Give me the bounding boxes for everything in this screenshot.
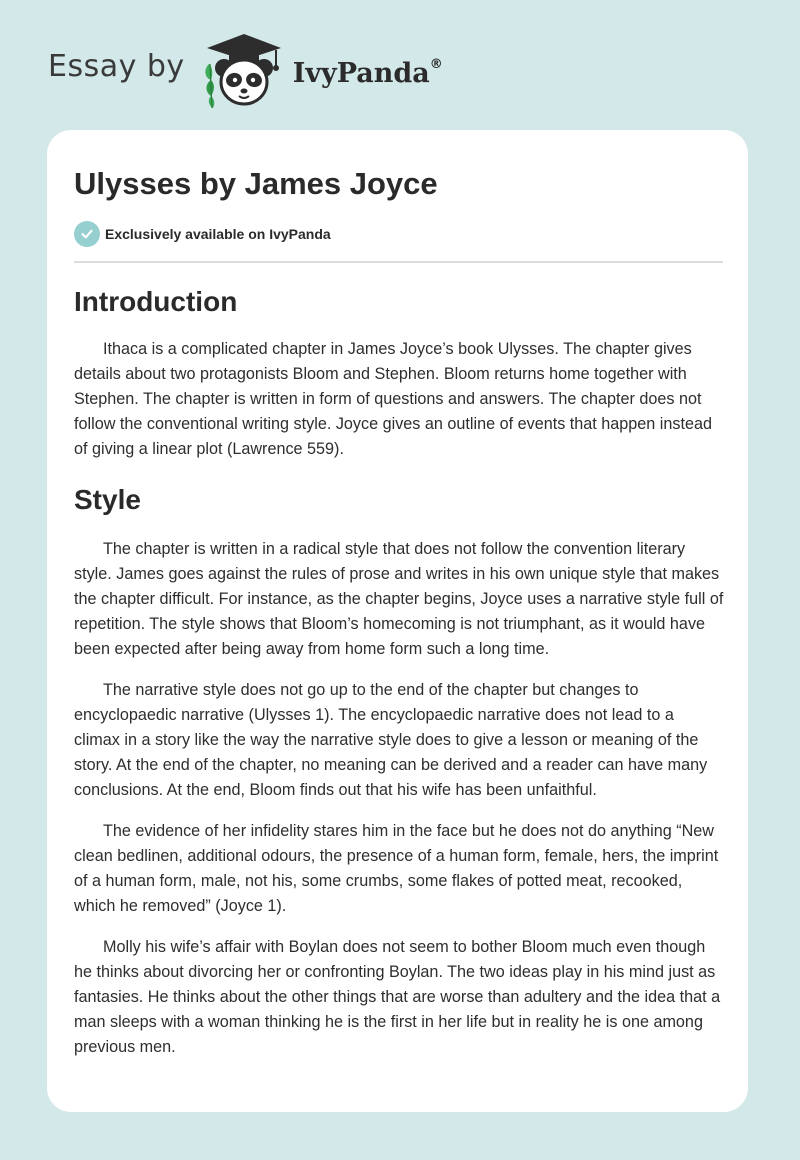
brand-name[interactable] — [293, 58, 443, 89]
ivy-leaf-icon — [205, 64, 214, 108]
essay-title: Ulysses by James Joyce — [74, 166, 438, 201]
paragraph: Molly his wife’s affair with Boylan does not seem to bother Bloom much even though he thinks about divorcing her or confronting Boylan. The two ideas play in his mind just as fantasies. He thinks about the other things that are worse than adultery and the idea that a man sleeps with a woman thinking he is the first in her life but in reality he is one among previous men. — [74, 938, 721, 1056]
paragraph: The evidence of her infidelity stares him in the face but he does not do anything “New clean bedlinen, additional odours, the presence of a human form, female, hers, the imprint of a human form, male, not his, some crumbs, some flakes of potted meat, recooked, which he removed” (Joyce 1). — [74, 822, 719, 915]
paragraph: The chapter is written in a radical style that does not follow the convention literary style. James goes against the rules of prose and writes in his own unique style that makes the chapter difficult. For instance, as the chapter begins, Joyce uses a narrative style full of repetition. The style shows that Bloom’s homecoming is not triumphant, as it would have been expected after being away from home form such a long time. — [74, 540, 724, 658]
section-heading-style: Style — [74, 484, 141, 515]
brand-prefix: Essay by — [48, 48, 185, 84]
paragraph: The narrative style does not go up to the end of the chapter but changes to encyclopaedic narrative (Ulysses 1). The encyclopaedic narrative does not lead to a climax in a story like the way the narrative style does to give a lesson or meaning of the story. At the end of the chapter, no meaning can be derived and a reader can have many conclusions. At the end, Bloom finds out that his wife has been unfaithful. — [74, 681, 708, 799]
essay-body — [74, 280, 724, 1076]
site-header — [48, 30, 443, 110]
exclusive-label: Exclusively available on IvyPanda — [105, 226, 331, 242]
panda-graduate-icon[interactable] — [199, 30, 289, 110]
essay-card — [47, 130, 748, 1112]
check-icon — [74, 221, 100, 247]
title-divider — [74, 261, 723, 263]
paragraph: Ithaca is a complicated chapter in James Joyce’s book Ulysses. The chapter gives details about two protagonists Bloom and Stephen. Bloom returns home together with Stephen. The chapter is written in form of questions and answers. The chapter does not follow the conventional writing style. Joyce gives an outline of events that happen instead of giving a linear plot (Lawrence 559). — [74, 340, 712, 458]
registered-mark: ® — [429, 56, 443, 72]
section-heading-introduction: Introduction — [74, 286, 238, 317]
brand-name-text: IvyPanda — [292, 57, 430, 89]
exclusive-badge — [74, 221, 331, 247]
